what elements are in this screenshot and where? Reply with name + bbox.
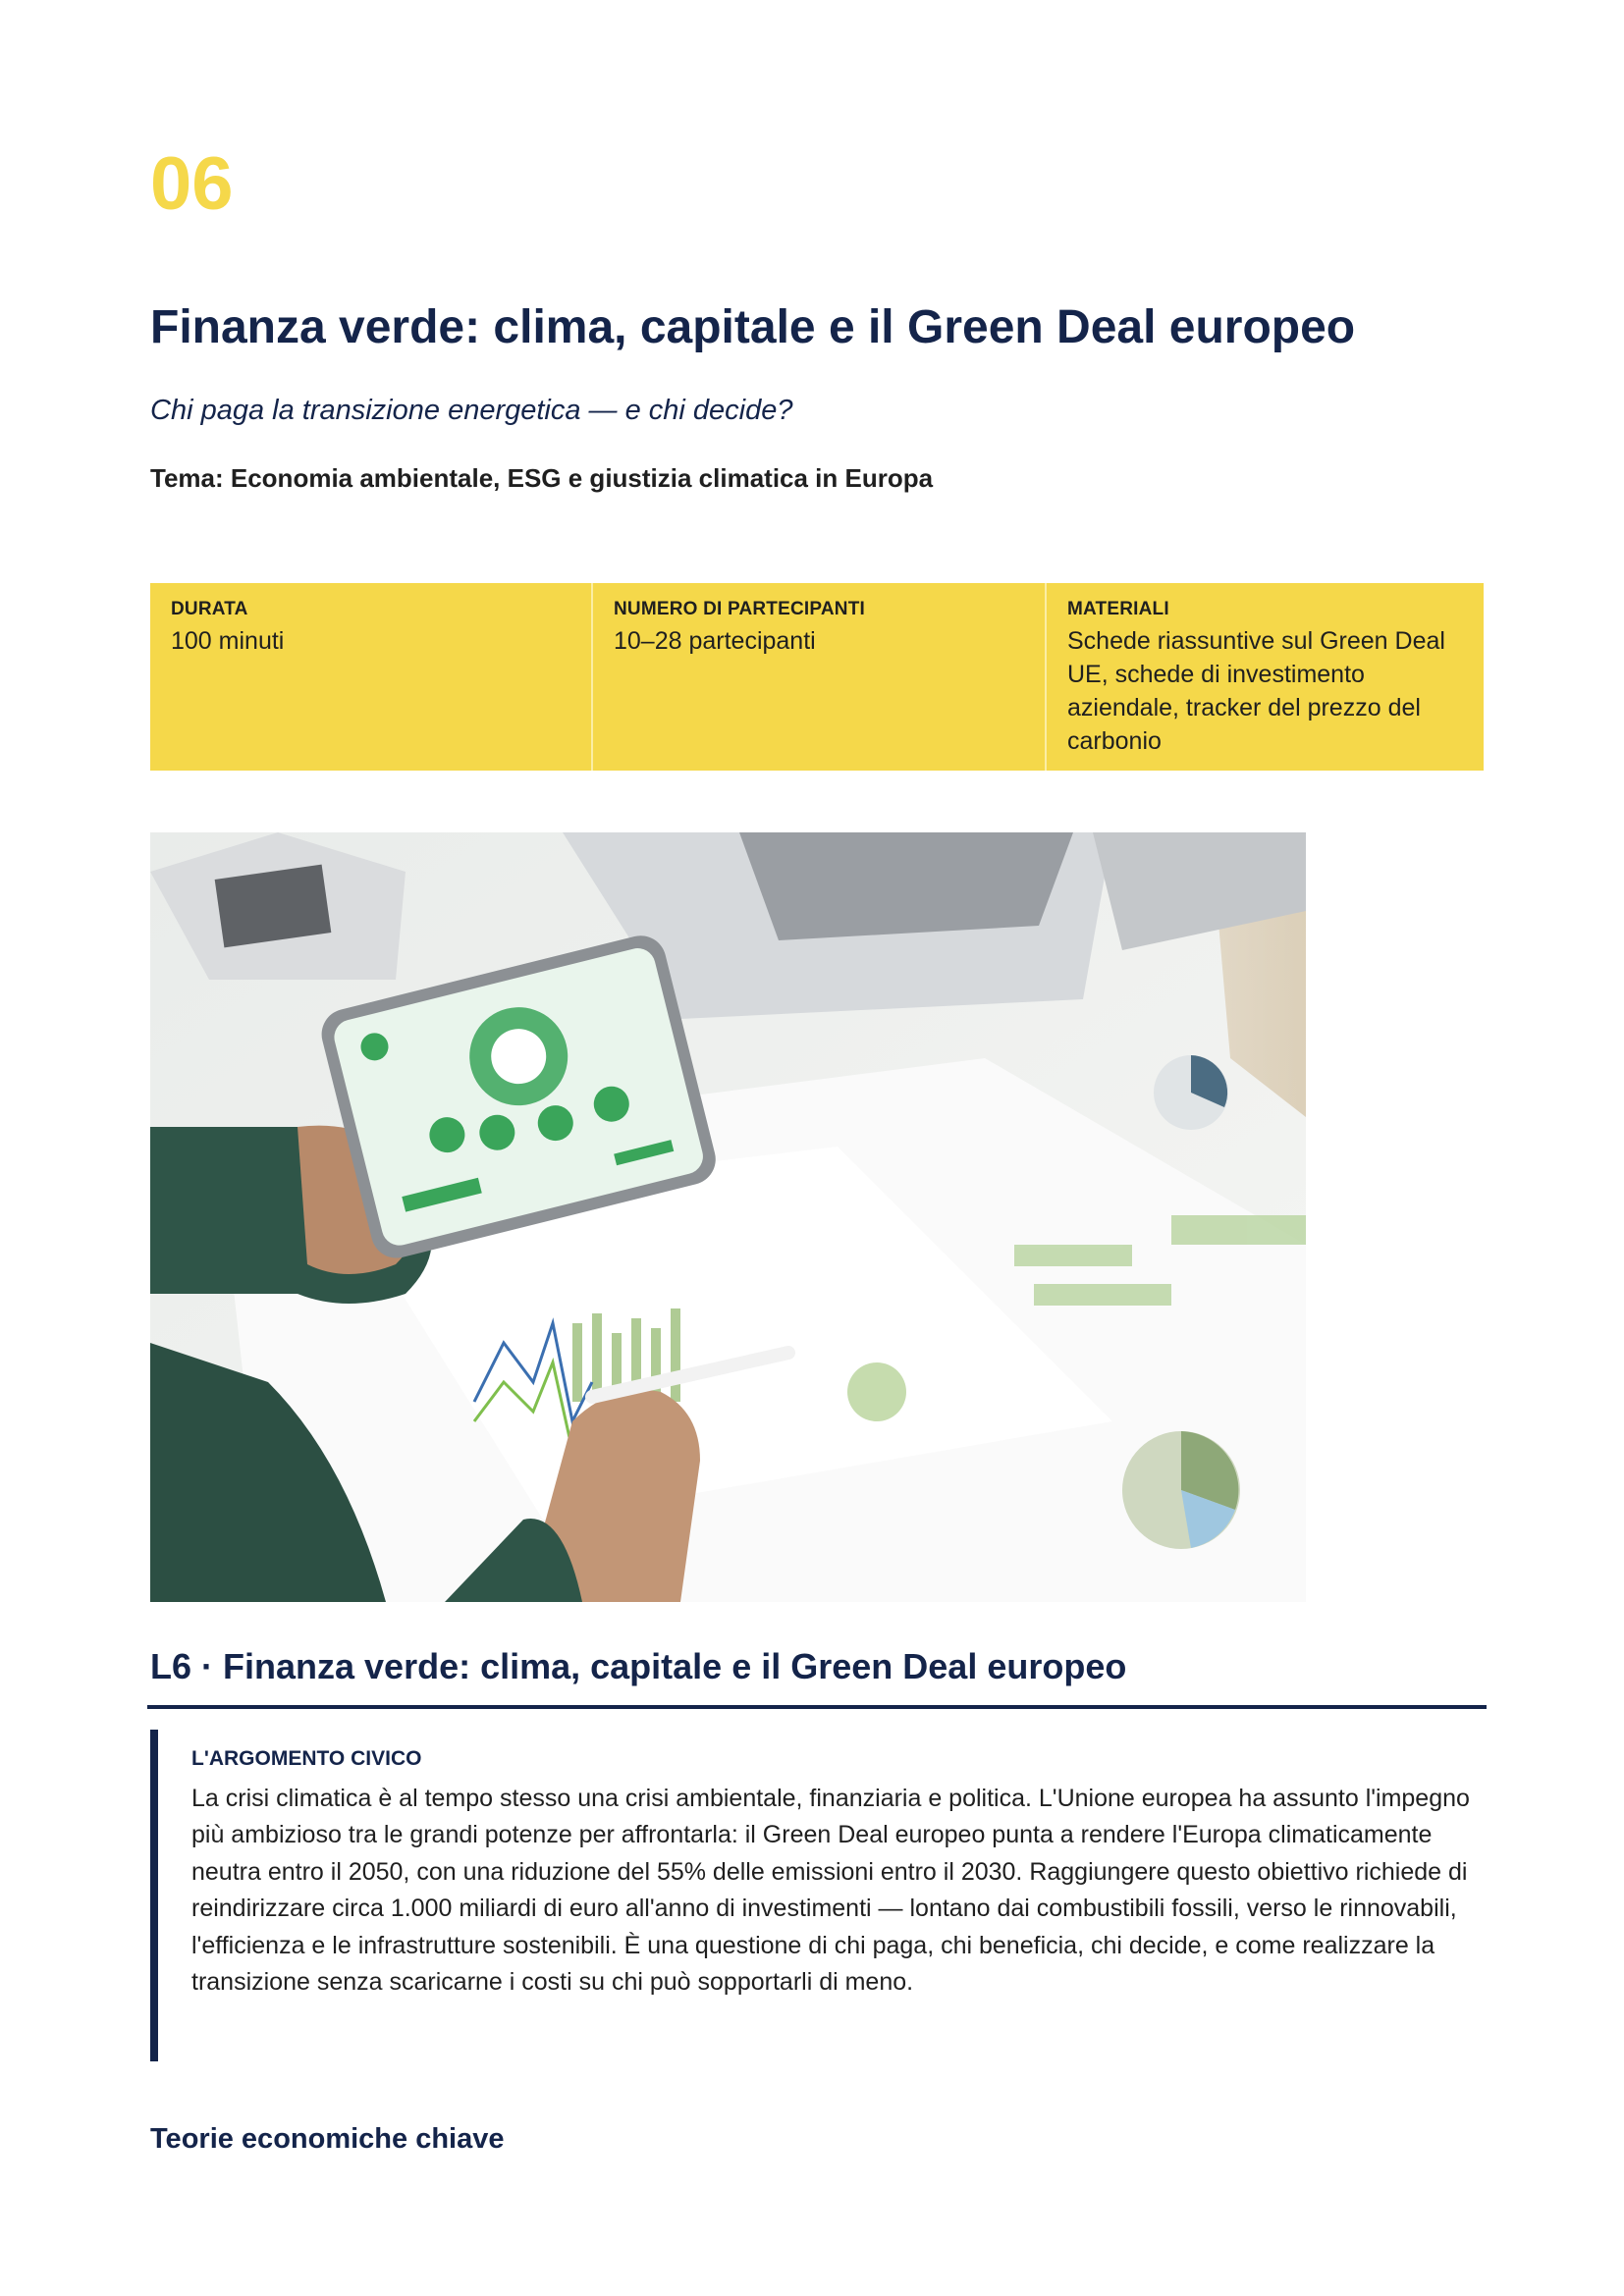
lesson-title: Finanza verde: clima, capitale e il Green Deal europeo — [150, 301, 1356, 353]
info-label: DURATA — [171, 599, 248, 619]
info-cell-materials — [1045, 583, 1484, 771]
info-label: MATERIALI — [1067, 599, 1169, 619]
section-heading: L6 · Finanza verde: clima, capitale e il Green Deal europeo — [150, 1646, 1127, 1686]
lesson-theme: Tema: Economia ambientale, ESG e giustizia climatica in Europa — [150, 463, 934, 493]
info-cell-participants — [591, 583, 1045, 771]
civic-argument-callout — [150, 1730, 1484, 2061]
section-divider — [147, 1705, 1487, 1709]
callout-text: La crisi climatica è al tempo stesso una crisi ambientale, finanziaria e politica. L'Unione europea ha assunto l'impegno più ambizioso tra le grandi potenze per affrontarla: il Green Deal europeo punta a rendere l'Europa climaticamente neutra entro il 2050, con una riduzione del 55% delle emissioni entro il 2030. Raggiungere questo obiettivo richiede di reindirizzare circa 1.000 miliardi di euro all'anno di investimenti — lontano dai combustibili fossili, verso le rinnovabili, l'efficienza e le infrastrutture sostenibili. È una questione di chi paga, chi beneficia, chi decide, e come realizzare la transizione senza scaricarne i costi su chi può sopportarli di meno. — [191, 1785, 1470, 1997]
lesson-number: 06 — [150, 142, 234, 226]
info-cell-duration — [150, 583, 591, 771]
hero-photo — [150, 832, 1306, 1602]
info-label: NUMERO DI PARTECIPANTI — [614, 599, 865, 619]
lesson-subtitle: Chi paga la transizione energetica — e chi decide? — [150, 395, 793, 426]
subsection-heading: Teorie economiche chiave — [150, 2123, 505, 2155]
info-value: 100 minuti — [171, 627, 285, 655]
lesson-info-table — [150, 583, 1484, 771]
info-value: 10–28 partecipanti — [614, 627, 816, 655]
info-value: Schede riassuntive sul Green Deal UE, schede di investimento aziendale, tracker del prezzo del carbonio — [1067, 627, 1445, 755]
callout-label: L'ARGOMENTO CIVICO — [191, 1747, 422, 1770]
